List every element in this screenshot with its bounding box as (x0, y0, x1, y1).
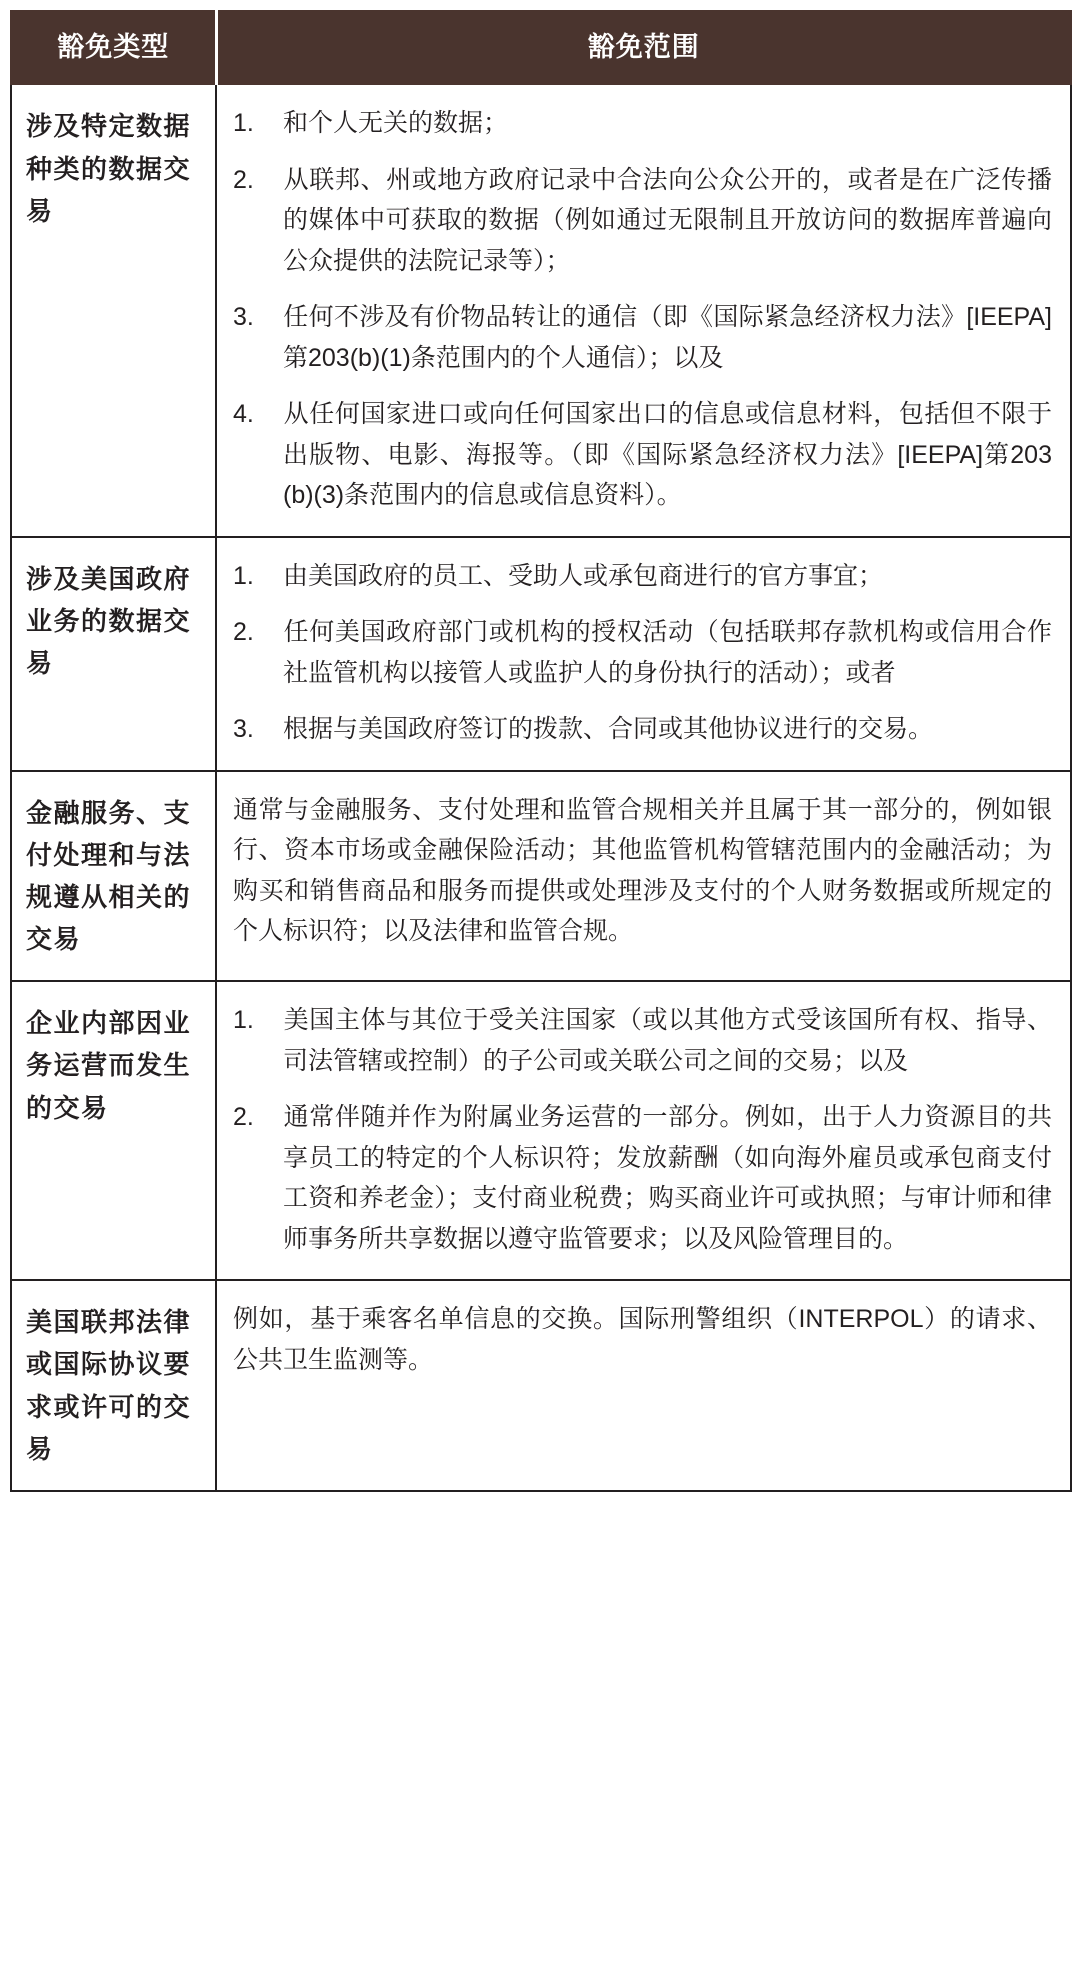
list-item-number: 2. (233, 1103, 254, 1132)
table-row (11, 84, 1071, 537)
list-item (233, 297, 1052, 378)
list-item (233, 556, 1052, 597)
list-item (233, 612, 1052, 693)
cell-exemption-type: 企业内部因业务运营而发生的交易 (11, 981, 216, 1280)
list-item (233, 394, 1052, 516)
list-item-text: 根据与美国政府签订的拨款、合同或其他协议进行的交易。 (283, 715, 934, 744)
list-item-text: 任何美国政府部门或机构的授权活动（包括联邦存款机构或信用合作社监管机构以接管人或监护人的身份执行的活动）；或者 (283, 618, 1052, 687)
paragraph-text: 通常与金融服务、支付处理和监管合规相关并且属于其一部分的，例如银行、资本市场或金融保险活动；其他监管机构管辖范围内的金融活动；为购买和销售商品和服务而提供或处理涉及支付的个人财务数据或所规定的个人标识符；以及法律和监管合规。 (233, 795, 1052, 946)
table-row (11, 1280, 1071, 1490)
list-item (233, 709, 1052, 750)
column-header-exemption-scope: 豁免范围 (216, 11, 1071, 84)
cell-exemption-type: 涉及美国政府业务的数据交易 (11, 537, 216, 771)
list-item-text: 由美国政府的员工、受助人或承包商进行的官方事宜； (283, 561, 884, 590)
cell-exemption-type: 金融服务、支付处理和与法规遵从相关的交易 (11, 771, 216, 981)
list-item-number: 2. (233, 618, 254, 647)
table-row (11, 771, 1071, 981)
list-item-number: 2. (233, 165, 254, 194)
list-item-text: 从联邦、州或地方政府记录中合法向公众公开的，或者是在广泛传播的媒体中可获取的数据（例如通过无限制且开放访问的数据库普遍向公众提供的法院记录等）； (283, 165, 1052, 275)
list-item-text: 美国主体与其位于受关注国家（或以其他方式受该国所有权、指导、司法管辖或控制）的子公司或关联公司之间的交易；以及 (283, 1006, 1052, 1075)
list-item-text: 通常伴随并作为附属业务运营的一部分。例如，出于人力资源目的共享员工的特定的个人标识符；发放薪酬（如向海外雇员或承包商支付工资和养老金）；支付商业税费；购买商业许可或执照；与审计师和律师事务所共享数据以遵守监管要求；以及风险管理目的。 (283, 1103, 1052, 1253)
paragraph-text: 例如，基于乘客名单信息的交换。国际刑警组织（INTERPOL）的请求、公共卫生监测等。 (233, 1305, 1052, 1374)
cell-exemption-scope (216, 981, 1071, 1280)
cell-exemption-type: 涉及特定数据种类的数据交易 (11, 84, 216, 537)
table-header-row (11, 11, 1071, 84)
cell-exemption-scope (216, 771, 1071, 981)
cell-exemption-type: 美国联邦法律或国际协议要求或许可的交易 (11, 1280, 216, 1490)
table-body (11, 84, 1071, 1490)
list-item-number: 1. (233, 561, 254, 590)
cell-exemption-scope (216, 537, 1071, 771)
column-header-exemption-type: 豁免类型 (11, 11, 216, 84)
list-item (233, 1097, 1052, 1259)
list-item-number: 4. (233, 400, 254, 429)
cell-exemption-scope (216, 84, 1071, 537)
list-item-number: 1. (233, 1006, 254, 1035)
list-item-text: 从任何国家进口或向任何国家出口的信息或信息材料，包括但不限于出版物、电影、海报等。（即《国际紧急经济权力法》[IEEPA]第203(b)(3)条范围内的信息或信息资料）。 (283, 400, 1052, 510)
list-item-number: 3. (233, 303, 254, 332)
list-item-text: 和个人无关的数据； (283, 109, 509, 138)
exemption-table (10, 10, 1072, 1492)
cell-exemption-scope (216, 1280, 1071, 1490)
list-item-number: 1. (233, 109, 254, 138)
list-item (233, 103, 1052, 144)
table-row (11, 981, 1071, 1280)
table-header (11, 11, 1071, 84)
list-item-number: 3. (233, 715, 254, 744)
table-row (11, 537, 1071, 771)
list-item (233, 160, 1052, 282)
list-item (233, 1000, 1052, 1081)
list-item-text: 任何不涉及有价物品转让的通信（即《国际紧急经济权力法》[IEEPA]第203(b)(1)条范围内的个人通信）；以及 (283, 303, 1052, 372)
